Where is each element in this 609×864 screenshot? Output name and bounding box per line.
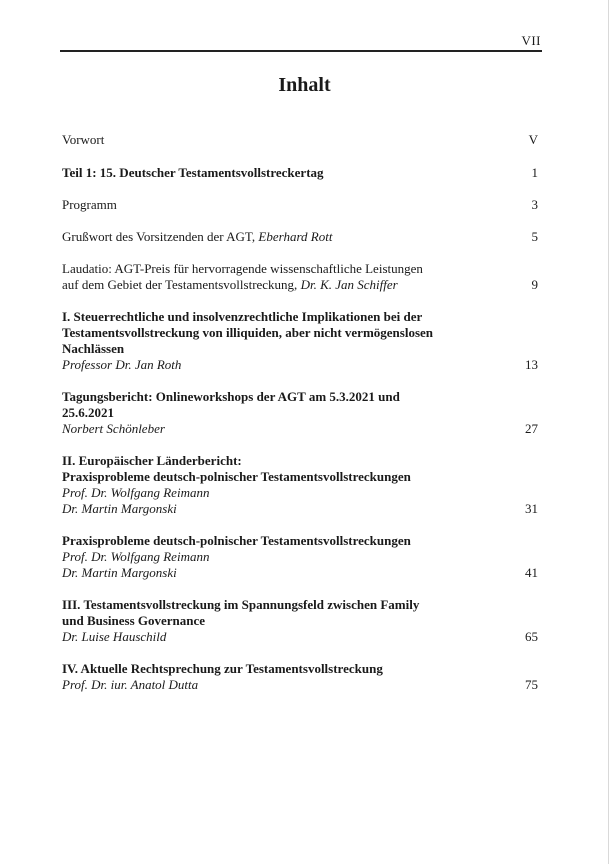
toc-author: Prof. Dr. Wolfgang Reimann [62,549,210,564]
toc-author: Prof. Dr. iur. Anatol Dutta [62,677,199,692]
page-title: Inhalt [278,74,331,96]
toc-title-line: III. Testamentsvollstreckung im Spannungsfeld zwischen Family [62,597,420,612]
toc-title-line: IV. Aktuelle Rechtsprechung zur Testamentsvollstreckung [62,661,383,676]
toc-author: Dr. Luise Hauschild [62,629,167,644]
toc-author: Eberhard Rott [258,229,333,244]
toc-entry [62,389,540,437]
toc-title-line: Laudatio: AGT-Preis für hervorragende wissenschaftliche Leistungen [62,261,423,276]
toc-title-line: Testamentsvollstreckung von illiquiden, aber nicht vermögenslosen [62,325,434,340]
toc-entry [62,197,540,213]
toc-author: Dr. Martin Margonski [62,565,177,580]
toc-entry [62,229,540,245]
toc-title-line: Teil 1: 15. Deutscher Testamentsvollstreckertag [62,165,324,180]
toc-page-number: 27 [525,421,538,436]
toc-entry [62,661,540,693]
toc-author: Professor Dr. Jan Roth [62,357,182,372]
toc-page-number: 5 [531,229,538,244]
toc-page-number: 13 [525,357,538,372]
toc-page-number: 65 [525,629,538,644]
toc-author: Dr. Martin Margonski [62,501,177,516]
toc-page-number: 31 [525,501,538,516]
toc-title-line: Nachlässen [62,341,125,356]
toc-entry [62,132,540,148]
toc-title-line: 25.6.2021 [62,405,114,420]
toc-title-line: Praxisprobleme deutsch-polnischer Testamentsvollstreckungen [62,469,411,484]
toc-title-line: I. Steuerrechtliche und insolvenzrechtliche Implikationen bei der [62,309,423,324]
toc-page-number: 1 [531,165,538,180]
toc-page-number: V [528,132,538,147]
header-rule [60,50,542,52]
toc-title-line: Programm [62,197,117,212]
toc-author: Norbert Schönleber [62,421,165,436]
toc-page-number: 9 [531,277,538,292]
toc-entry [62,261,540,293]
toc-title-line: II. Europäischer Länderbericht: [62,453,242,468]
toc-title-line: und Business Governance [62,613,206,628]
table-of-contents [62,132,540,693]
toc-author: Prof. Dr. Wolfgang Reimann [62,485,210,500]
toc-entry [62,533,540,581]
toc-page-number: 41 [525,565,538,580]
toc-entry [62,165,540,181]
toc-page-number: 75 [525,677,538,692]
toc-entry [62,597,540,645]
toc-author: Dr. K. Jan Schiffer [300,277,398,292]
toc-title-line: Praxisprobleme deutsch-polnischer Testamentsvollstreckungen [62,533,411,548]
page-number: VII [521,33,541,48]
toc-title-line: Grußwort des Vorsitzenden der AGT, Eberhard Rott [62,229,333,244]
toc-title-line: Vorwort [62,132,105,147]
toc-page-number: 3 [531,197,538,212]
toc-title-line: auf dem Gebiet der Testamentsvollstreckung, Dr. K. Jan Schiffer [62,277,398,292]
toc-entry [62,309,540,373]
toc-entry [62,453,540,517]
toc-title-line: Tagungsbericht: Onlineworkshops der AGT am 5.3.2021 und [62,389,400,404]
